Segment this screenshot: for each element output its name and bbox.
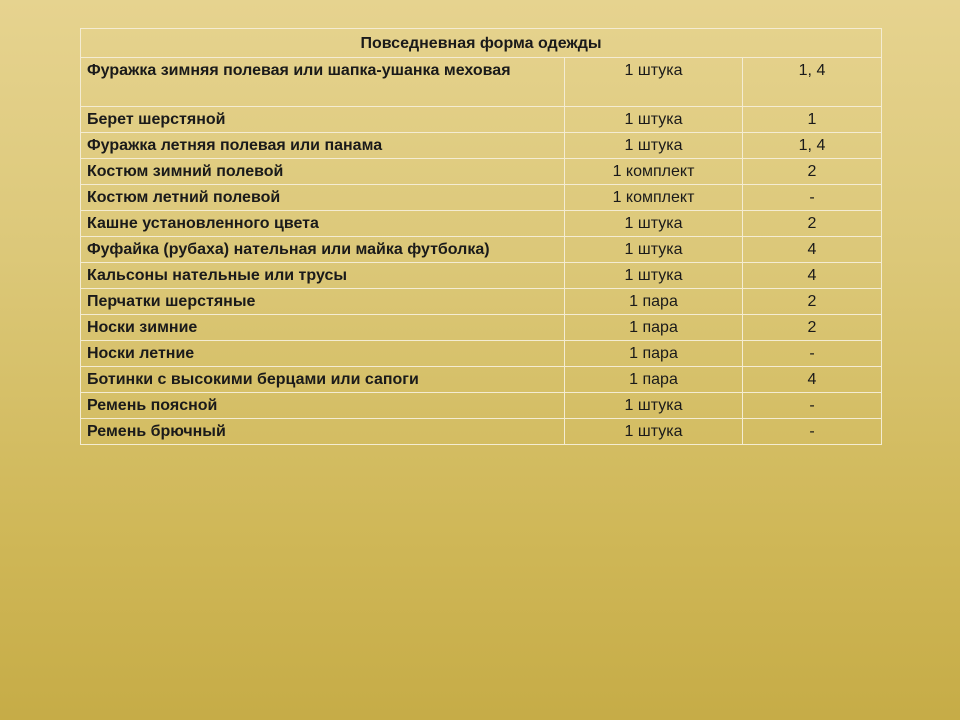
table-row [81, 159, 882, 185]
table-row [81, 107, 882, 133]
quantity-cell: 1 пара [565, 367, 743, 393]
table-row [81, 58, 882, 107]
table-title: Повседневная форма одежды [81, 29, 882, 58]
item-cell: Фуфайка (рубаха) нательная или майка футболка) [81, 237, 565, 263]
table-row [81, 133, 882, 159]
note-cell: 2 [743, 159, 882, 185]
uniform-norms-table [80, 28, 882, 445]
item-cell: Фуражка зимняя полевая или шапка-ушанка меховая [81, 58, 565, 107]
note-cell: 4 [743, 237, 882, 263]
quantity-cell: 1 штука [565, 107, 743, 133]
item-cell: Ботинки с высокими берцами или сапоги [81, 367, 565, 393]
note-cell: 1, 4 [743, 133, 882, 159]
note-cell: - [743, 393, 882, 419]
note-cell: - [743, 341, 882, 367]
quantity-cell: 1 штука [565, 58, 743, 107]
table-row [81, 263, 882, 289]
item-cell: Кашне установленного цвета [81, 211, 565, 237]
item-cell: Ремень брючный [81, 419, 565, 445]
table-row [81, 419, 882, 445]
note-cell: 1 [743, 107, 882, 133]
quantity-cell: 1 штука [565, 237, 743, 263]
table-row [81, 341, 882, 367]
note-cell: 4 [743, 367, 882, 393]
table-row [81, 393, 882, 419]
note-cell: 2 [743, 315, 882, 341]
table-row [81, 211, 882, 237]
note-cell: 4 [743, 263, 882, 289]
quantity-cell: 1 комплект [565, 185, 743, 211]
item-cell: Ремень поясной [81, 393, 565, 419]
quantity-cell: 1 штука [565, 211, 743, 237]
note-cell: 1, 4 [743, 58, 882, 107]
note-cell: 2 [743, 289, 882, 315]
item-cell: Перчатки шерстяные [81, 289, 565, 315]
item-cell: Носки зимние [81, 315, 565, 341]
quantity-cell: 1 пара [565, 341, 743, 367]
item-cell: Кальсоны нательные или трусы [81, 263, 565, 289]
note-cell: - [743, 419, 882, 445]
table-row [81, 237, 882, 263]
table-header-row [81, 29, 882, 58]
quantity-cell: 1 комплект [565, 159, 743, 185]
item-cell: Костюм летний полевой [81, 185, 565, 211]
quantity-cell: 1 штука [565, 419, 743, 445]
item-cell: Носки летние [81, 341, 565, 367]
note-cell: 2 [743, 211, 882, 237]
quantity-cell: 1 штука [565, 393, 743, 419]
table-row [81, 289, 882, 315]
quantity-cell: 1 пара [565, 315, 743, 341]
item-cell: Берет шерстяной [81, 107, 565, 133]
note-cell: - [743, 185, 882, 211]
quantity-cell: 1 пара [565, 289, 743, 315]
quantity-cell: 1 штука [565, 263, 743, 289]
item-cell: Костюм зимний полевой [81, 159, 565, 185]
item-cell: Фуражка летняя полевая или панама [81, 133, 565, 159]
table-row [81, 185, 882, 211]
quantity-cell: 1 штука [565, 133, 743, 159]
table-row [81, 315, 882, 341]
table-row [81, 367, 882, 393]
